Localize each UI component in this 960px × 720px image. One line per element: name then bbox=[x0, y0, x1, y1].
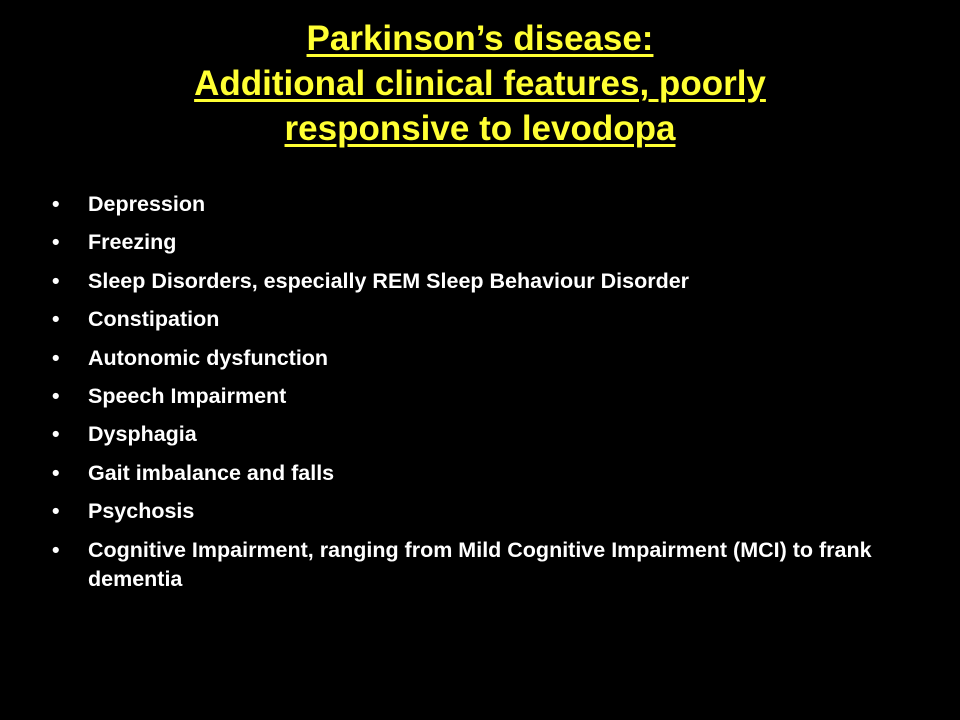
list-item-cognitive-impairment bbox=[52, 536, 912, 594]
bullet-dot-icon: • bbox=[52, 422, 60, 447]
bullet-dot-icon: • bbox=[52, 268, 60, 293]
list-item-text: Psychosis bbox=[88, 499, 195, 524]
bullet-list bbox=[52, 190, 912, 603]
list-item-sleep-disorders bbox=[52, 267, 912, 296]
bullet-dot-icon: • bbox=[52, 499, 60, 524]
list-item-text: Speech Impairment bbox=[88, 383, 287, 408]
list-item-speech-impairment bbox=[52, 382, 912, 411]
list-item-autonomic-dysfunction bbox=[52, 344, 912, 373]
list-item-freezing bbox=[52, 228, 912, 257]
bullet-dot-icon: • bbox=[52, 537, 60, 562]
list-item-text: Autonomic dysfunction bbox=[88, 345, 329, 370]
list-item-text: Depression bbox=[88, 192, 206, 216]
bullet-dot-icon: • bbox=[52, 307, 60, 332]
title-line-1: Parkinson’s disease: bbox=[306, 19, 654, 58]
list-item-text: Constipation bbox=[88, 307, 220, 332]
list-item-text: Freezing bbox=[88, 230, 177, 255]
list-item-dysphagia bbox=[52, 420, 912, 449]
list-item-text: Dysphagia bbox=[88, 422, 197, 447]
bullet-dot-icon: • bbox=[52, 230, 60, 255]
title-line-3: responsive to levodopa bbox=[284, 109, 676, 148]
slide-title bbox=[0, 16, 960, 151]
bullet-dot-icon: • bbox=[52, 383, 60, 408]
list-item-text: Gait imbalance and falls bbox=[88, 460, 335, 485]
bullet-dot-icon: • bbox=[52, 192, 60, 216]
list-item-depression bbox=[52, 190, 912, 219]
title-line-2: Additional clinical features, poorly bbox=[194, 64, 766, 103]
list-item-gait-imbalance bbox=[52, 459, 912, 488]
bullet-dot-icon: • bbox=[52, 345, 60, 370]
list-item-text: Sleep Disorders, especially REM Sleep Behaviour Disorder bbox=[88, 268, 690, 293]
list-item-psychosis bbox=[52, 497, 912, 526]
bullet-dot-icon: • bbox=[52, 460, 60, 485]
list-item-constipation bbox=[52, 305, 912, 334]
list-item-text: Cognitive Impairment, ranging from Mild Cognitive Impairment (MCI) to frank dementia bbox=[88, 537, 872, 591]
